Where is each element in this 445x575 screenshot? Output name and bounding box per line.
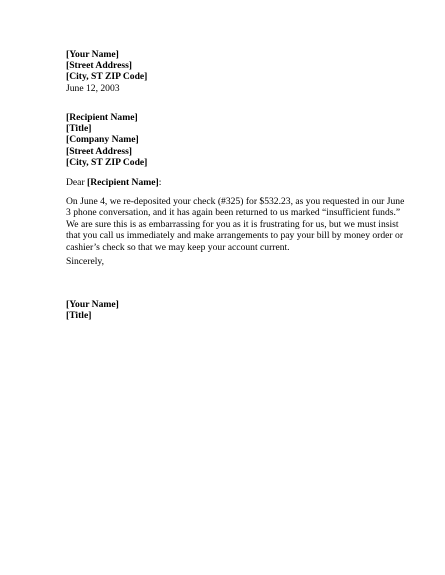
sender-city-state-zip: [City, ST ZIP Code] xyxy=(66,71,148,83)
sender-street-address: [Street Address] xyxy=(66,60,132,72)
salutation xyxy=(66,177,161,188)
recipient-name: [Recipient Name] xyxy=(66,112,138,123)
signature-block xyxy=(66,299,119,321)
closing: Sincerely, xyxy=(66,256,105,267)
recipient-company: [Company Name] xyxy=(66,134,139,146)
sender-name: [Your Name] xyxy=(66,49,119,60)
salutation-suffix: : xyxy=(158,177,162,188)
recipient-city-state-zip: [City, ST ZIP Code] xyxy=(66,156,148,168)
recipient-block xyxy=(66,112,147,168)
recipient-title: [Title] xyxy=(66,123,92,135)
signature-title: [Title] xyxy=(66,310,92,322)
recipient-street-address: [Street Address] xyxy=(66,145,132,157)
letter-date: June 12, 2003 xyxy=(66,82,120,94)
body-paragraph: On June 4, we re-deposited your check (#325) for $532.23, as you requested in our June 3 phone conversation, and it has again been returned to us marked “insufficient funds.” We are sure this is as embarrassing for you as it is frustrating for us, but we must insist that you call us immediately and make arrangements to pay your bill by money order or cashier’s check so that we may keep your account current. xyxy=(66,196,405,253)
signature-name: [Your Name] xyxy=(66,299,119,310)
salutation-prefix: Dear xyxy=(66,177,88,188)
sender-block xyxy=(66,49,147,94)
salutation-recipient-name: [Recipient Name] xyxy=(87,177,159,188)
